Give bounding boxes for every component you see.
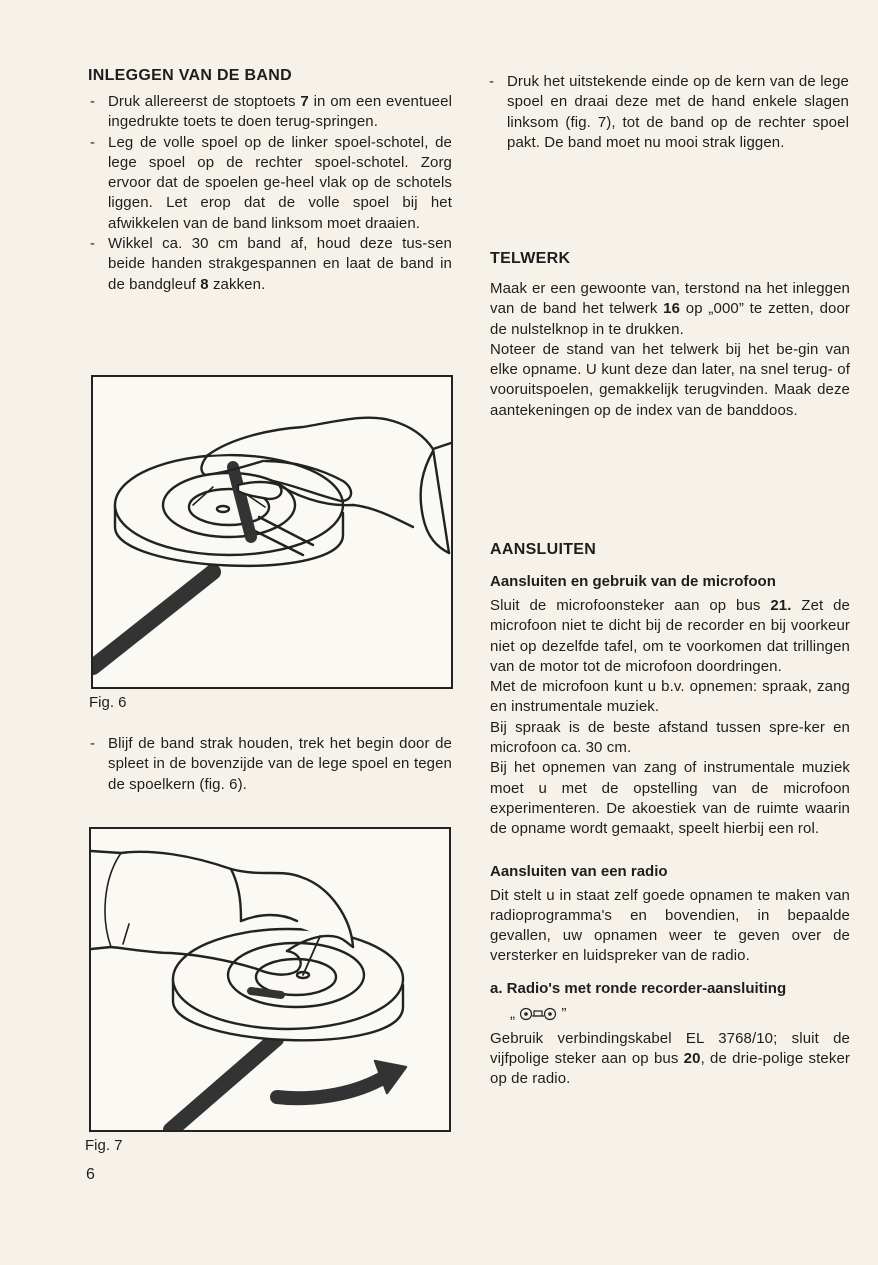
list-item: - Blijf de band strak houden, trek het begin door de spleet in de bovenzijde van de lege spoel en tegen de spoelkern (fig. 6).: [90, 735, 452, 793]
microfoon-paragraph-2: Met de microfoon kunt u b.v. opnemen: spraak, zang en instrumentale muziek.: [490, 678, 850, 716]
round-connector-icon: [519, 1007, 557, 1021]
instruction-list: [88, 734, 452, 795]
telwerk-paragraph-2: Noteer de stand van het telwerk bij het be-gin van elke opname. U kunt deze dan later, na snel terug- of vooruitspoelen, gemakkelijk terugvinden. Maak deze aantekeningen op de index van de banddoos.: [490, 340, 850, 419]
figure-6-illustration: [91, 375, 453, 689]
page-number: 6: [86, 1166, 95, 1183]
left-column: [88, 66, 452, 295]
connector-symbol-line: „ ”: [510, 1004, 567, 1022]
telwerk-paragraph-1: Maak er een gewoonte van, terstond na het inleggen van de band het telwerk 16 op „000” te zetten, door de nulstelknop in te drukken.: [490, 280, 850, 338]
instruction-list: [487, 72, 849, 153]
subheading-microfoon: Aansluiten en gebruik van de microfoon: [490, 573, 776, 590]
figure-7-caption: Fig. 7: [85, 1137, 123, 1154]
list-item: - Druk het uitstekende einde op de kern van de lege spoel en draai deze met de hand enkele slagen linksom (fig. 7), tot de band op de rechter spoel pakt. De band moet nu mooi strak liggen.: [489, 73, 849, 151]
right-column: [487, 72, 849, 153]
subheading-ronde-aansluiting: a. Radio's met ronde recorder-aansluiting: [490, 979, 787, 997]
radio-paragraph: Dit stelt u in staat zelf goede opnamen te maken van radioprogramma's en bovendien, in bepaalde gevallen, uw opnamen weer te geven over de versterker en luidspreker van de radio.: [490, 886, 850, 965]
reel-winding-illustration: [91, 829, 449, 1130]
aansluiten-section: [490, 540, 850, 1090]
heading-aansluiten: AANSLUITEN: [490, 541, 597, 558]
left-after-fig6: [88, 734, 452, 795]
list-item: - Leg de volle spoel op de linker spoel-schotel, de lege spoel op de rechter spoel-schotel. Zorg ervoor dat de spoelen ge-heel vlak op de schotels liggen. Let erop dat de volle spoel bij het afwikkelen van de band linksom moet draaien.: [90, 133, 452, 232]
figure-6-caption: Fig. 6: [89, 694, 127, 711]
instruction-list: [88, 92, 452, 295]
microfoon-paragraph-3: Bij spraak is de beste afstand tussen spre-ker en microfoon ca. 30 cm.: [490, 718, 850, 757]
list-item: - Wikkel ca. 30 cm band af, houd deze tus-sen beide handen strakgespannen en laat de band in de bandgleuf 8 zakken.: [90, 235, 452, 293]
figure-7-illustration: [89, 827, 451, 1132]
heading-telwerk: TELWERK: [490, 250, 571, 267]
microfoon-paragraph-4: Bij het opnemen van zang of instrumentale muziek moet u met de opstelling van de microfoon experimenteren. De akoestiek van de ruimte waarin de opname wordt gemaakt, speelt hierbij een rol.: [490, 759, 850, 838]
heading-inleggen: INLEGGEN VAN DE BAND: [88, 67, 292, 84]
list-item: - Druk allereerst de stoptoets 7 in om een eventueel ingedrukte toets te doen terug-springen.: [90, 93, 452, 131]
microfoon-paragraph-1: Sluit de microfoonsteker aan op bus 21. Zet de microfoon niet te dicht bij de recorder en bij voorkeur niet op dezelfde tafel, om te voorkomen dat trillingen van de motor tot de microfoon doordringen.: [490, 597, 850, 675]
reel-threading-illustration: [93, 377, 451, 687]
ronde-aansluiting-paragraph: Gebruik verbindingskabel EL 3768/10; sluit de vijfpolige steker aan op bus 20, de drie-polige steker op de radio.: [490, 1029, 850, 1088]
subheading-radio: Aansluiten van een radio: [490, 862, 668, 880]
telwerk-section: [490, 249, 850, 421]
